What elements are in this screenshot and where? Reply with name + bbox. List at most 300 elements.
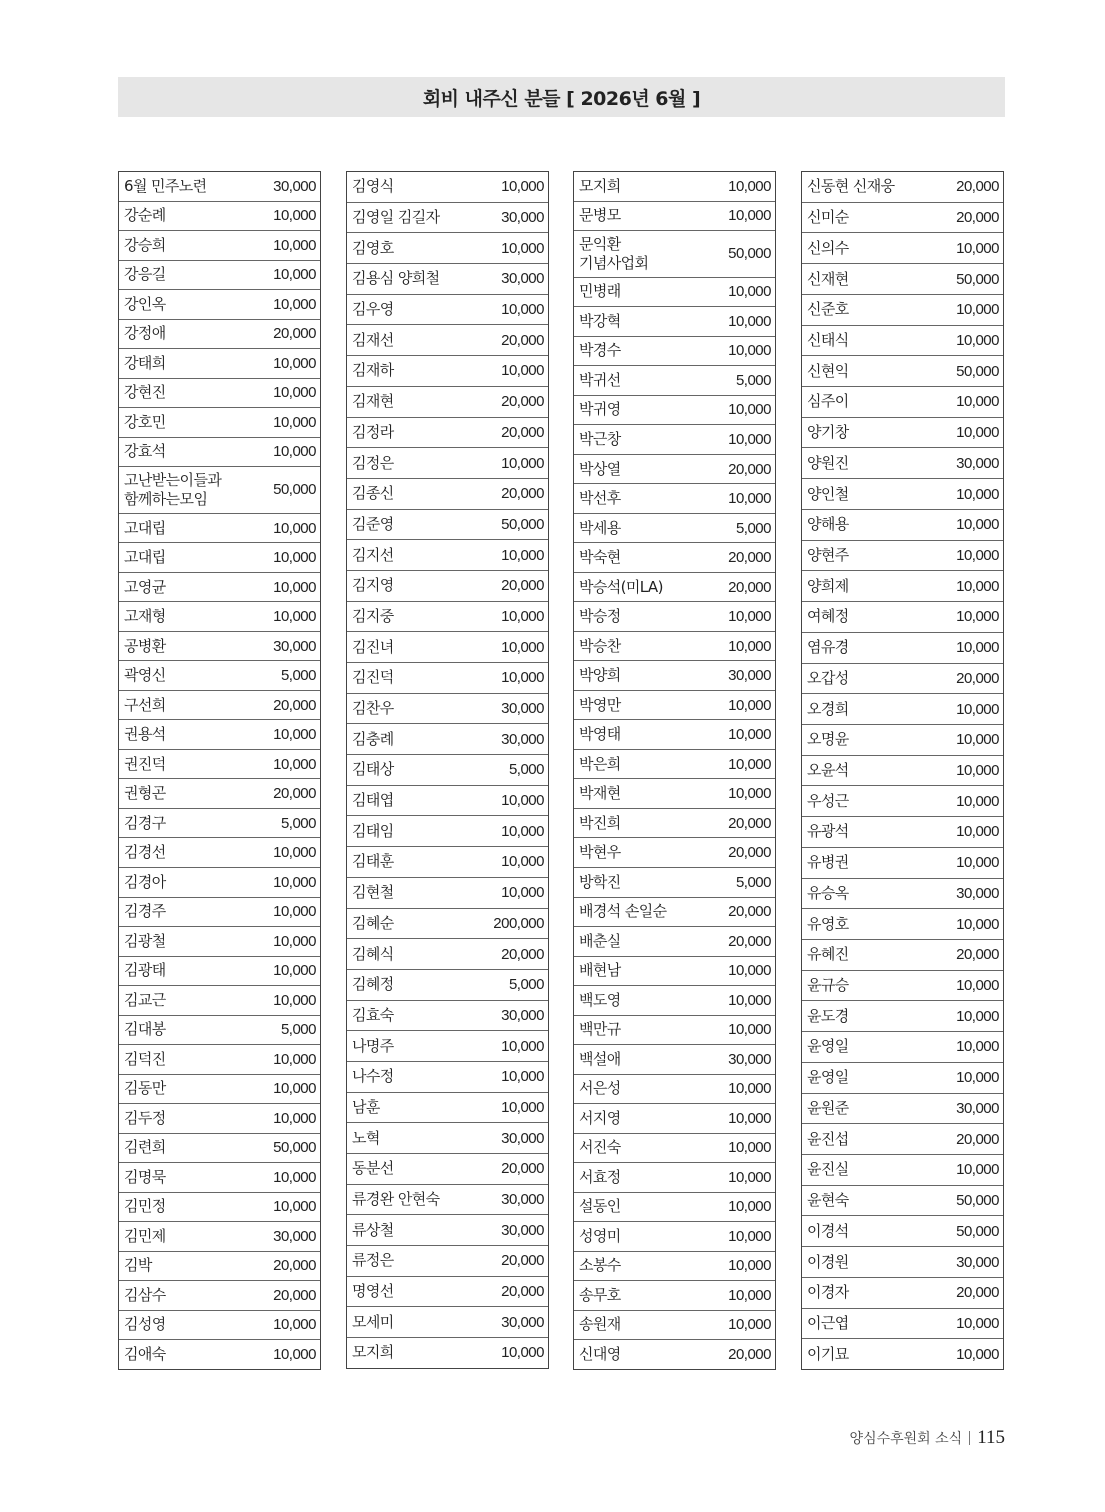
donation-amount: 10,000 [273,962,316,980]
donor-name: 박세용 [579,518,621,537]
donor-name: 박양희 [579,666,621,685]
donor-name: 권진덕 [124,754,166,773]
donor-name: 박강혁 [579,311,621,330]
donation-amount: 10,000 [501,1344,544,1362]
donor-row [119,1281,320,1311]
donor-name: 박귀영 [579,400,621,419]
donor-row [347,1277,548,1308]
donor-name: 강승희 [124,235,166,254]
donation-amount: 10,000 [728,1286,771,1304]
donor-row [802,848,1003,879]
donor-row [574,1222,775,1252]
donation-amount: 10,000 [728,342,771,360]
donation-amount: 10,000 [273,844,316,862]
donor-row [119,349,320,379]
donation-amount: 10,000 [728,1227,771,1245]
donation-amount: 20,000 [273,325,316,343]
donation-amount: 50,000 [956,362,999,380]
donor-row [347,602,548,633]
donor-row [119,661,320,691]
donation-amount: 30,000 [273,177,316,195]
donor-name: 송원재 [579,1315,621,1334]
donor-row [347,264,548,295]
donor-row [119,986,320,1016]
donor-name: 강정애 [124,324,166,343]
donation-amount: 50,000 [956,270,999,288]
donation-amount: 50,000 [273,481,316,499]
donation-amount: 10,000 [501,607,544,625]
donation-amount: 10,000 [501,301,544,319]
donor-name: 김민정 [124,1197,166,1216]
donation-amount: 10,000 [273,207,316,225]
donor-name: 윤도경 [807,1006,849,1025]
donation-amount: 30,000 [501,1006,544,1024]
donor-row [574,278,775,308]
donor-row [347,1215,548,1246]
donor-name: 김영일 김길자 [352,208,440,227]
donor-row [347,571,548,602]
donation-amount: 10,000 [728,726,771,744]
donation-amount: 10,000 [956,608,999,626]
donor-row [802,510,1003,541]
donation-amount: 10,000 [728,1021,771,1039]
donation-amount: 30,000 [728,1050,771,1068]
donation-amount: 10,000 [956,639,999,657]
donation-amount: 20,000 [728,903,771,921]
donor-row [574,543,775,573]
donor-name: 문익환 기념사업회 [579,234,649,272]
donation-amount: 20,000 [728,1345,771,1363]
donor-name: 서지영 [579,1108,621,1127]
donation-amount: 20,000 [501,423,544,441]
donor-row [347,233,548,264]
donation-amount: 10,000 [273,384,316,402]
donor-name: 김경주 [124,902,166,921]
donor-name: 윤현숙 [807,1191,849,1210]
donor-row [802,233,1003,264]
donation-amount: 10,000 [501,822,544,840]
donor-name: 강현진 [124,383,166,402]
donation-amount: 20,000 [501,1160,544,1178]
donation-amount: 10,000 [273,903,316,921]
donor-row [802,1278,1003,1309]
donor-name: 강태희 [124,353,166,372]
donor-row [347,479,548,510]
donor-name: 김삼수 [124,1285,166,1304]
donor-row [119,957,320,987]
donor-row [119,868,320,898]
donor-name: 오명윤 [807,730,849,749]
donation-amount: 10,000 [501,884,544,902]
donor-name: 동분선 [352,1159,394,1178]
donor-name: 문병모 [579,206,621,225]
donation-amount: 5,000 [280,1021,316,1039]
donor-name: 우성근 [807,791,849,810]
donation-amount: 30,000 [273,637,316,655]
donor-row [802,356,1003,387]
donation-amount: 10,000 [273,413,316,431]
donor-row [119,927,320,957]
donation-amount: 200,000 [493,914,544,932]
donation-amount: 30,000 [956,884,999,902]
donor-name: 김경구 [124,813,166,832]
donor-name: 박승정 [579,607,621,626]
donor-row [802,1032,1003,1063]
donor-name: 설동인 [579,1197,621,1216]
page-footer [850,1427,1005,1449]
donation-amount: 10,000 [273,1198,316,1216]
donor-name: 박숙현 [579,548,621,567]
donor-name: 이경자 [807,1283,849,1302]
donor-row [802,664,1003,695]
donation-amount: 10,000 [273,295,316,313]
donor-name: 김성영 [124,1315,166,1334]
donor-row [347,1093,548,1124]
donor-row [119,543,320,573]
donation-amount: 20,000 [728,549,771,567]
donor-row [119,809,320,839]
donation-amount: 10,000 [728,785,771,803]
donation-amount: 50,000 [956,1192,999,1210]
donor-row [119,231,320,261]
donation-amount: 10,000 [728,962,771,980]
donor-name: 김두정 [124,1108,166,1127]
donation-amount: 10,000 [501,239,544,257]
donation-amount: 10,000 [956,1161,999,1179]
donation-amount: 10,000 [956,1007,999,1025]
donation-amount: 50,000 [956,1222,999,1240]
donor-row [574,691,775,721]
donor-row [574,632,775,662]
donor-name: 김혜식 [352,944,394,963]
donor-name: 김박 [124,1256,152,1275]
donor-name: 고대립 [124,518,166,537]
donor-name: 이경석 [807,1221,849,1240]
page-title [118,77,1005,117]
donor-row [119,1222,320,1252]
donor-row [119,1340,320,1369]
donor-name: 김경선 [124,843,166,862]
donor-row [119,1016,320,1046]
donor-row [802,725,1003,756]
donor-row [347,1185,548,1216]
donor-name: 모지희 [352,1343,394,1362]
donor-row [119,1104,320,1134]
donor-row [119,1311,320,1341]
donation-amount: 10,000 [273,726,316,744]
donor-row [574,1075,775,1105]
donor-row [119,632,320,662]
donor-name: 유광석 [807,822,849,841]
donor-name: 고영균 [124,577,166,596]
donation-amount: 10,000 [273,236,316,254]
donor-name: 류상철 [352,1220,394,1239]
donor-name: 박근창 [579,430,621,448]
donor-row [574,1193,775,1223]
donor-row [802,448,1003,479]
donation-amount: 30,000 [501,700,544,718]
donation-amount: 10,000 [728,608,771,626]
donor-row [574,1134,775,1164]
donor-row [574,1163,775,1193]
donation-amount: 10,000 [956,516,999,534]
donor-name: 서효정 [579,1167,621,1186]
donor-row [574,779,775,809]
donation-amount: 10,000 [728,490,771,508]
donor-row [574,602,775,632]
donor-name: 박진희 [579,813,621,832]
donation-amount: 10,000 [273,1080,316,1098]
donor-name: 박경수 [579,341,621,360]
donor-row [119,720,320,750]
donation-amount: 10,000 [501,669,544,687]
donor-name: 노혁 [352,1128,380,1147]
donor-name: 윤영일 [807,1068,849,1087]
donor-row [574,172,775,202]
donor-name: 강인옥 [124,294,166,313]
donor-row [119,261,320,291]
donor-name: 양인철 [807,484,849,503]
donation-amount: 5,000 [735,519,771,537]
donor-name: 신미순 [807,208,849,227]
donor-name: 김민제 [124,1226,166,1245]
donor-row [574,396,775,426]
donation-amount: 10,000 [273,549,316,567]
donor-name: 이근엽 [807,1313,849,1332]
donor-row [802,541,1003,572]
donor-name: 김광철 [124,931,166,950]
donation-amount: 20,000 [501,577,544,595]
donor-name: 김련희 [124,1138,166,1157]
donor-row [347,1246,548,1277]
donation-amount: 30,000 [501,1129,544,1147]
donor-row [574,514,775,544]
donation-amount: 10,000 [956,331,999,349]
donation-amount: 10,000 [501,362,544,380]
donor-row [574,1252,775,1282]
donor-name: 유병권 [807,853,849,872]
donor-row [802,694,1003,725]
page-number: 115 [977,1427,1005,1448]
donor-name: 김지중 [352,606,394,625]
donor-name: 강호민 [124,412,166,431]
donation-amount: 30,000 [956,454,999,472]
donor-row [119,1045,320,1075]
donor-name: 김현철 [352,883,394,902]
donation-amount: 20,000 [956,209,999,227]
donor-row [574,927,775,957]
donor-name: 김재하 [352,361,394,380]
donation-amount: 30,000 [728,667,771,685]
donor-row [802,387,1003,418]
donation-amount: 5,000 [508,976,544,994]
donor-name: 고대립 [124,548,166,567]
donation-amount: 20,000 [273,1286,316,1304]
footer-divider [969,1431,970,1445]
donor-row [347,325,548,356]
donor-name: 방학진 [579,872,621,891]
donor-name: 양해용 [807,515,849,534]
donor-row [347,418,548,449]
donor-row [347,847,548,878]
donor-row [119,573,320,603]
donor-name: 곽영신 [124,666,166,685]
donor-row [574,1104,775,1134]
donor-name: 고재형 [124,607,166,626]
donation-amount: 10,000 [728,1139,771,1157]
donor-name: 김효숙 [352,1005,394,1024]
donation-amount: 20,000 [728,460,771,478]
donor-row [119,602,320,632]
donation-amount: 10,000 [728,1316,771,1334]
donor-name: 김태임 [352,821,394,840]
donation-amount: 10,000 [728,755,771,773]
donation-amount: 10,000 [273,1316,316,1334]
donor-row [347,724,548,755]
donation-amount: 10,000 [273,755,316,773]
donor-row [574,425,775,455]
donor-name: 유영호 [807,914,849,933]
donor-row [347,510,548,541]
donor-name: 성영미 [579,1226,621,1245]
donation-amount: 10,000 [728,431,771,448]
donor-name: 민병래 [579,282,621,301]
donor-row [574,1045,775,1075]
donation-amount: 10,000 [273,578,316,596]
donor-row [119,1193,320,1223]
donor-name: 김재현 [352,392,394,411]
donor-name: 백도영 [579,990,621,1009]
donor-row [119,202,320,232]
donor-name: 김찬우 [352,699,394,718]
donation-amount: 10,000 [728,283,771,301]
donor-row [347,970,548,1001]
donor-row [119,1163,320,1193]
donor-row [802,1001,1003,1032]
donor-row [119,408,320,438]
donation-amount: 20,000 [501,1252,544,1270]
donation-amount: 30,000 [956,1253,999,1271]
donation-amount: 10,000 [956,577,999,595]
donor-row [802,1339,1003,1369]
donation-amount: 10,000 [956,854,999,872]
donor-row [802,756,1003,787]
donation-amount: 30,000 [501,1221,544,1239]
donor-name: 신동현 신재웅 [807,177,895,196]
donor-row [802,940,1003,971]
donation-amount: 20,000 [956,1284,999,1302]
donor-row [574,957,775,987]
donor-name: 배현남 [579,961,621,980]
donation-amount: 20,000 [728,844,771,862]
donor-column-4 [801,171,1004,1370]
donor-row [347,387,548,418]
donor-row [119,172,320,202]
donor-name: 모세미 [352,1312,394,1331]
donation-amount: 20,000 [956,946,999,964]
donor-row [574,484,775,514]
donor-row [119,379,320,409]
donor-name: 강효석 [124,442,166,461]
donor-name: 유혜진 [807,945,849,964]
donation-amount: 50,000 [273,1139,316,1157]
donor-row [802,1094,1003,1125]
donor-name: 박승석(미LA) [579,577,663,596]
donation-amount: 10,000 [956,915,999,933]
donor-name: 김동만 [124,1079,166,1098]
donor-row [802,1247,1003,1278]
donation-amount: 50,000 [728,245,771,263]
donation-amount: 10,000 [501,454,544,472]
donation-amount: 5,000 [508,761,544,779]
donor-row [802,295,1003,326]
donor-row [574,868,775,898]
donation-amount: 10,000 [728,207,771,225]
donor-name: 모지희 [579,176,621,195]
donor-row [802,418,1003,449]
donor-name: 김충례 [352,729,394,748]
donor-name: 김광태 [124,961,166,980]
donor-row [119,838,320,868]
donor-row [119,290,320,320]
donor-name: 박재현 [579,784,621,803]
donation-amount: 20,000 [501,1283,544,1301]
donor-name: 박귀선 [579,370,621,389]
donor-name: 김혜정 [352,975,394,994]
donor-name: 신태식 [807,330,849,349]
donor-name: 양희제 [807,576,849,595]
donation-amount: 30,000 [501,1191,544,1209]
donor-name: 양기창 [807,423,849,442]
donor-name: 권용석 [124,725,166,744]
donor-name: 박선후 [579,489,621,508]
donor-row [347,694,548,725]
donor-name: 서진숙 [579,1138,621,1157]
donor-name: 김태상 [352,760,394,779]
donor-row [574,307,775,337]
donation-amount: 10,000 [273,266,316,284]
donation-amount: 10,000 [956,546,999,564]
donor-name: 이경원 [807,1252,849,1271]
donor-row [347,786,548,817]
donor-row [347,1307,548,1338]
donor-row [574,573,775,603]
donation-amount: 10,000 [956,424,999,442]
donation-amount: 20,000 [273,696,316,714]
donation-amount: 50,000 [501,515,544,533]
donor-row [119,438,320,468]
donor-row [802,264,1003,295]
donor-name: 김재선 [352,330,394,349]
donor-name: 김태훈 [352,852,394,871]
donor-name: 배경석 손일순 [579,902,667,921]
donor-name: 김준영 [352,514,394,533]
donor-row [574,366,775,396]
donor-row [802,326,1003,357]
donation-amount: 10,000 [728,401,771,419]
donor-name: 양원진 [807,453,849,472]
donor-name: 김용심 양희철 [352,269,440,288]
donor-row [802,971,1003,1002]
donation-amount: 10,000 [501,1037,544,1055]
donor-name: 신준호 [807,300,849,319]
donor-name: 김지영 [352,576,394,595]
donor-row [119,1075,320,1105]
donation-amount: 10,000 [273,608,316,626]
donation-amount: 10,000 [273,1109,316,1127]
donor-name: 박영만 [579,695,621,714]
donation-amount: 20,000 [956,669,999,687]
